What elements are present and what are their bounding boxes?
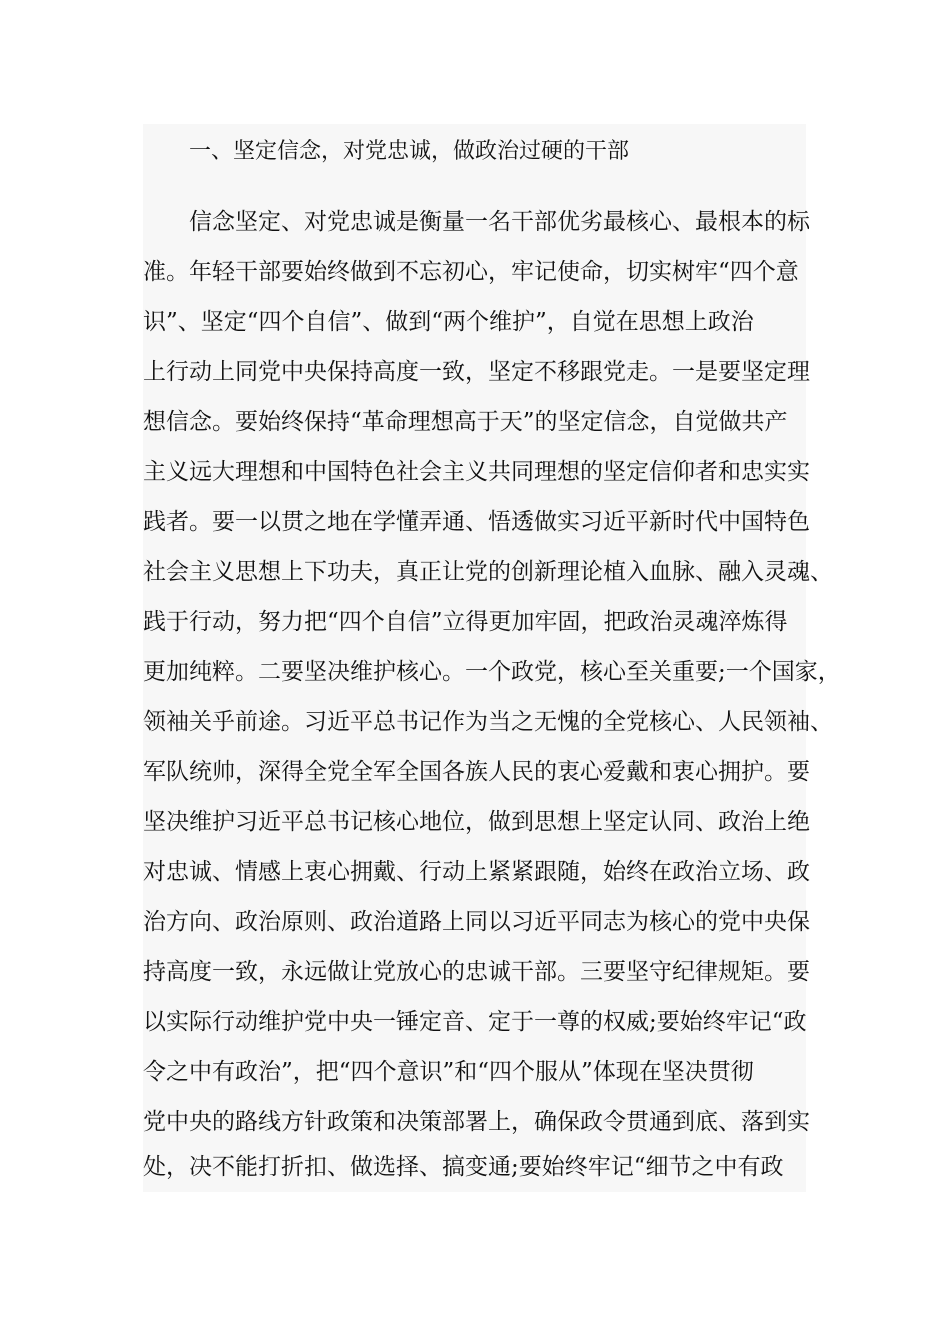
section-heading: 一、坚定信念，对党忠诚，做政治过硬的干部 bbox=[189, 139, 630, 164]
paragraph-line: 以实际行动维护党中央一锤定音、定于一尊的权威;要始终牢记“政 bbox=[143, 1009, 807, 1035]
paragraph-line: 信念坚定、对党忠诚是衡量一名干部优劣最核心、最根本的标 bbox=[189, 209, 810, 235]
paragraph-line: 军队统帅，深得全党全军全国各族人民的衷心爱戴和衷心拥护。要 bbox=[143, 759, 810, 785]
paragraph-line: 上行动上同党中央保持高度一致，坚定不移跟党走。一是要坚定理 bbox=[143, 359, 810, 385]
paragraph-line: 令之中有政治”，把“四个意识”和“四个服从”体现在坚决贯彻 bbox=[143, 1059, 754, 1085]
paragraph-line: 识”、坚定“四个自信”、做到“两个维护”，自觉在思想上政治 bbox=[143, 309, 754, 335]
paragraph-line: 处，决不能打折扣、做选择、搞变通;要始终牢记“细节之中有政 bbox=[143, 1154, 784, 1180]
document-text-block bbox=[143, 124, 841, 1192]
paragraph-line: 践者。要一以贯之地在学懂弄通、悟透做实习近平新时代中国特色 bbox=[143, 509, 810, 535]
paragraph-line: 社会主义思想上下功夫，真正让党的创新理论植入血脉、融入灵魂、 bbox=[143, 559, 833, 585]
paragraph-line: 准。年轻干部要始终做到不忘初心，牢记使命，切实树牢“四个意 bbox=[143, 259, 799, 285]
paragraph-line: 主义远大理想和中国特色社会主义共同理想的坚定信仰者和忠实实 bbox=[143, 459, 810, 485]
paragraph-line: 党中央的路线方针政策和决策部署上，确保政令贯通到底、落到实 bbox=[143, 1109, 810, 1135]
paragraph-line: 治方向、政治原则、政治道路上同以习近平同志为核心的党中央保 bbox=[143, 909, 810, 935]
paragraph-line: 践于行动，努力把“四个自信”立得更加牢固，把政治灵魂淬炼得 bbox=[143, 609, 788, 635]
paragraph-line: 对忠诚、情感上衷心拥戴、行动上紧紧跟随，始终在政治立场、政 bbox=[143, 859, 810, 885]
paragraph-line: 领袖关乎前途。习近平总书记作为当之无愧的全党核心、人民领袖、 bbox=[143, 709, 833, 735]
paragraph-line: 想信念。要始终保持“革命理想高于天”的坚定信念，自觉做共产 bbox=[143, 409, 788, 435]
paragraph-line: 更加纯粹。二要坚决维护核心。一个政党，核心至关重要;一个国家， bbox=[143, 659, 841, 685]
paragraph-line: 持高度一致，永远做让党放心的忠诚干部。三要坚守纪律规矩。要 bbox=[143, 959, 810, 985]
paragraph-line: 坚决维护习近平总书记核心地位，做到思想上坚定认同、政治上绝 bbox=[143, 809, 810, 835]
